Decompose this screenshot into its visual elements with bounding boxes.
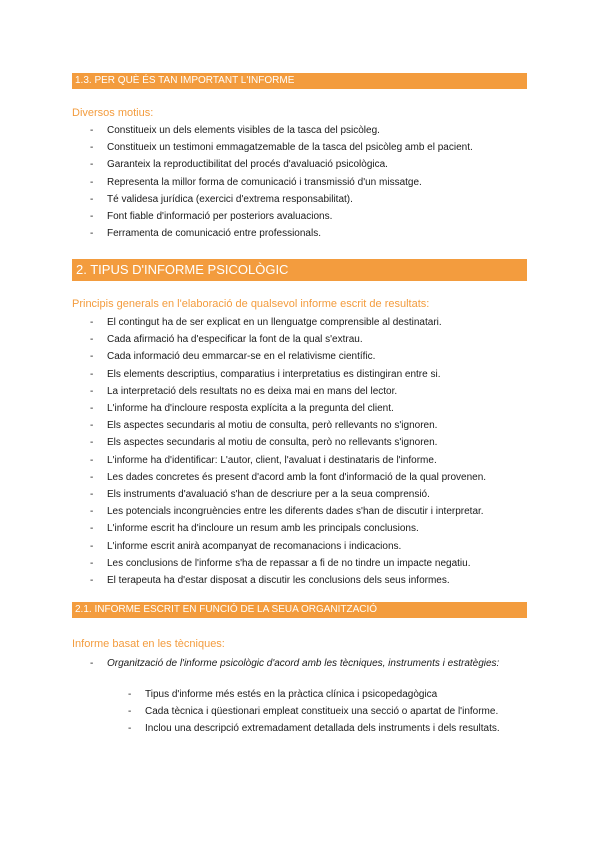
section-heading-importance: 1.3. PER QUÈ ÉS TAN IMPORTANT L'INFORME (72, 73, 527, 89)
list-item: - Representa la millor forma de comunicació i transmissió d'un missatge. (90, 174, 473, 191)
list-item: - Tipus d'informe més estés en la pràctica clínica i psicopedagògica (128, 686, 527, 703)
list-item: - Els elements descriptius, comparatius i interpretatius es distingiran entre si. (90, 366, 486, 383)
principles-list (90, 314, 486, 589)
list-item: - Les conclusions de l'informe s'ha de repassar a fi de no tindre un impacte negatiu. (90, 555, 486, 572)
list-item: - L'informe ha d'identificar: L'autor, client, l'avaluat i destinataris de l'informe. (90, 452, 486, 469)
list-item: - Els aspectes secundaris al motiu de consulta, però no rellevants s'ignoren. (90, 434, 486, 451)
list-item: - Inclou una descripció extremadament detallada dels instruments i dels resultats. (128, 720, 527, 737)
list-item: - Les potencials incongruències entre les diferents dades s'han de discutir i interpretar. (90, 503, 486, 520)
section-heading-report-types: 2. TIPUS D'INFORME PSICOLÒGIC (72, 259, 527, 281)
list-item: - El contingut ha de ser explicat en un llenguatge comprensible al destinatari. (90, 314, 486, 331)
list-item: - Té validesa jurídica (exercici d'extrema responsabilitat). (90, 191, 473, 208)
techniques-list (128, 686, 527, 738)
list-item: - L'informe escrit anirà acompanyat de recomanacions i indicacions. (90, 538, 486, 555)
list-item: - L'informe ha d'incloure resposta explícita a la pregunta del client. (90, 400, 486, 417)
list-item: - La interpretació dels resultats no es deixa mai en mans del lector. (90, 383, 486, 400)
list-item: - Els instruments d'avaluació s'han de descriure per a la seua comprensió. (90, 486, 486, 503)
list-item: - Cada tècnica i qüestionari empleat constitueix una secció o apartat de l'informe. (128, 703, 527, 720)
list-item: - Cada informació deu emmarcar-se en el relativisme científic. (90, 348, 486, 365)
subheading-reasons: Diversos motius: (72, 107, 154, 119)
section-heading-organization: 2.1. INFORME ESCRIT EN FUNCIÓ DE LA SEUA ORGANITZACIÓ (72, 602, 527, 618)
list-item: - El terapeuta ha d'estar disposat a discutir les conclusions dels seus informes. (90, 572, 486, 589)
list-item: - Ferramenta de comunicació entre professionals. (90, 225, 473, 242)
list-item: - Cada afirmació ha d'especificar la font de la qual s'extrau. (90, 331, 486, 348)
list-item: - Els aspectes secundaris al motiu de consulta, però rellevants no s'ignoren. (90, 417, 486, 434)
list-item: - L'informe escrit ha d'incloure un resum amb les principals conclusions. (90, 520, 486, 537)
list-item: - Constitueix un testimoni emmagatzemable de la tasca del psicòleg amb el pacient. (90, 139, 473, 156)
list-item: - Les dades concretes és present d'acord amb la font d'informació de la qual provenen. (90, 469, 486, 486)
list-item: - Font fiable d'informació per posteriors avaluacions. (90, 208, 473, 225)
list-item-organization: - Organització de l'informe psicològic d'acord amb les tècniques, instruments i estratègies: (90, 655, 527, 672)
list-item: - Constitueix un dels elements visibles de la tasca del psicòleg. (90, 122, 473, 139)
subheading-techniques: Informe basat en les tècniques: (72, 638, 225, 650)
reasons-list (90, 122, 473, 242)
subheading-principles: Principis generals en l'elaboració de qualsevol informe escrit de resultats: (72, 298, 430, 310)
list-item: - Garanteix la reproductibilitat del procés d'avaluació psicològica. (90, 156, 473, 173)
